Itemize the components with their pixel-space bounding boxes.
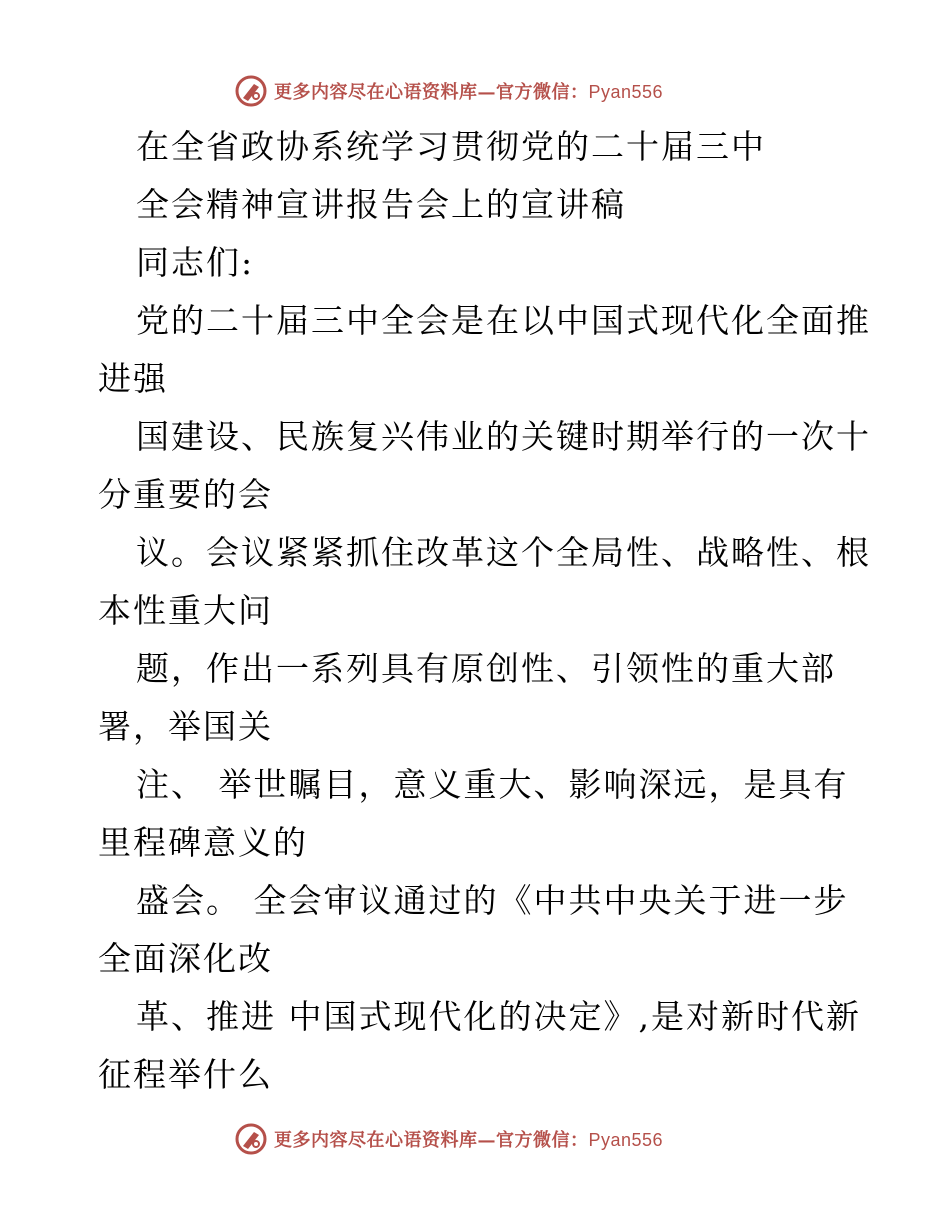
brand-logo-icon xyxy=(234,74,268,108)
watermark-footer xyxy=(234,1122,663,1156)
document-line: 分重要的会 xyxy=(98,475,273,514)
watermark-brand: 更多内容尽在心语资料库—官方微信： xyxy=(274,1130,589,1151)
document-body xyxy=(98,118,871,1104)
document-line: 本性重大问 xyxy=(98,591,273,630)
document-line: 注、 举世瞩目，意义重大、影响深远，是具有 xyxy=(136,765,849,804)
document-line: 在全省政协系统学习贯彻党的二十届三中 xyxy=(136,127,766,166)
watermark-text xyxy=(274,78,663,104)
watermark-wechat-id: Pyan556 xyxy=(588,1130,664,1150)
document-line: 议。会议紧紧抓住改革这个全局性、战略性、根 xyxy=(136,533,871,572)
watermark-text xyxy=(274,1126,663,1152)
document-line: 里程碑意义的 xyxy=(98,823,308,862)
document-line: 署，举国关 xyxy=(98,707,273,746)
document-line: 党的二十届三中全会是在以中国式现代化全面推 xyxy=(136,301,871,340)
watermark-wechat-id: Pyan556 xyxy=(588,82,664,102)
document-line: 征程举什么 xyxy=(98,1055,273,1094)
document-line: 题，作出一系列具有原创性、引领性的重大部 xyxy=(136,649,836,688)
document-line: 进强 xyxy=(98,359,168,398)
document-line: 同志们: xyxy=(136,243,255,282)
document-line: 国建设、民族复兴伟业的关键时期举行的一次十 xyxy=(136,417,871,456)
document-line: 革、推进 中国式现代化的决定》,是对新时代新 xyxy=(136,997,861,1036)
document-line: 全面深化改 xyxy=(98,939,273,978)
watermark-header xyxy=(234,74,663,108)
document-line: 盛会。 全会审议通过的《中共中央关于进一步 xyxy=(136,881,849,920)
watermark-brand: 更多内容尽在心语资料库—官方微信： xyxy=(274,82,589,103)
document-line: 全会精神宣讲报告会上的宣讲稿 xyxy=(136,185,626,224)
brand-logo-icon xyxy=(234,1122,268,1156)
